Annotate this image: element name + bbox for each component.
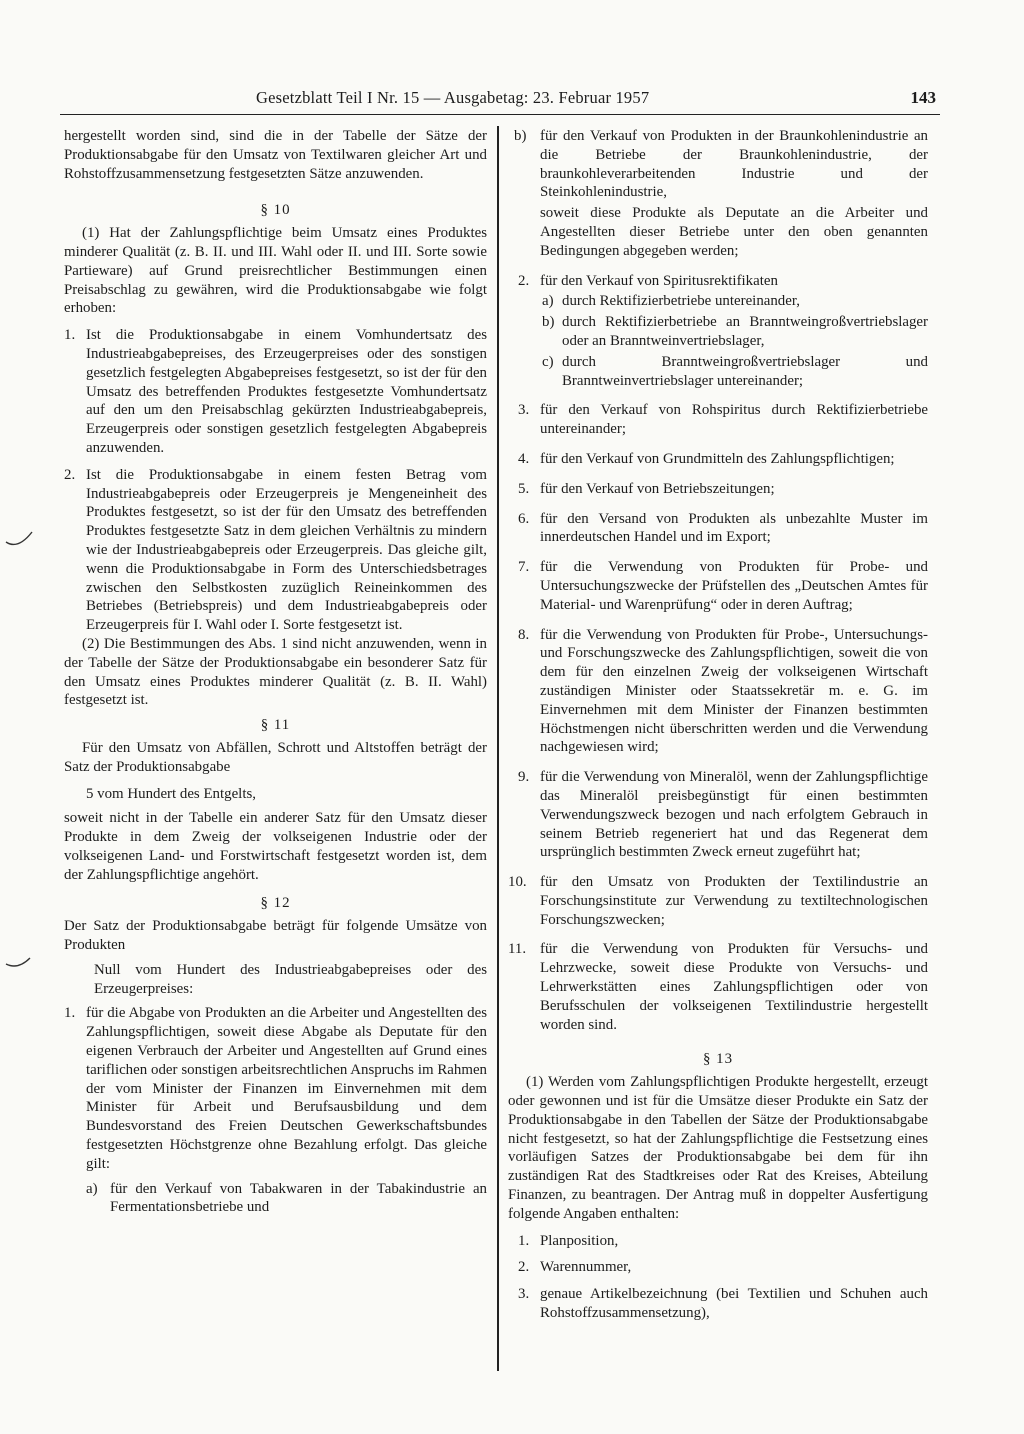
item-text: für den Verkauf von Tabakwaren in der Tabakindustrie an Fermentationsbetriebe und xyxy=(110,1180,487,1216)
item-number: 8. xyxy=(518,626,530,643)
item-letter: c) xyxy=(542,353,554,370)
section-10-paragraph-2: (2) Die Bestimmungen des Abs. 1 sind nicht anzuwenden, wenn in der Tabelle der Sätze der Produktionsabgabe ein besonderer Satz für den Umsatz eines Produktes minderer Qualität (z. B. II. Wahl) festgesetzt ist. xyxy=(64,635,487,709)
item-text: für den Verkauf von Rohspiritus durch Rektifizierbetriebe untereinander; xyxy=(540,402,928,438)
list-item xyxy=(508,480,928,499)
sub-list-item xyxy=(508,353,928,391)
sub-list-item xyxy=(508,313,928,351)
list-item xyxy=(508,626,928,758)
item-text: für die Verwendung von Produkten für Probe-, Untersuchungs- und Forschungszwecke des Zahlungspflichtigen, soweit die von dem für den einzelnen Zweig der volkseigenen Wirtschaft zuständigen Minister oder Staatssekretär m. e. G. im Einvernehmen mit dem Minister der Finanzen bestimmten Höchstmengen nicht überschritten werden und die Verwendung nachgewiesen wird; xyxy=(540,626,928,756)
section-13-heading: § 13 xyxy=(702,1051,734,1068)
item-number: 10. xyxy=(508,874,527,891)
list-item xyxy=(508,272,928,291)
sub-list-item xyxy=(64,1180,487,1218)
item-number: 2. xyxy=(64,466,76,483)
section-12-rate: Null vom Hundert des Industrieabgabepreises oder des Erzeugerpreises: xyxy=(94,961,487,997)
item-letter: a) xyxy=(542,293,554,310)
item-text: für den Verkauf von Betriebszeitungen; xyxy=(540,480,775,497)
item-text: für den Verkauf von Produkten in der Braunkohlenindustrie an die Betriebe der Braunkohlenindustrie, der braunkohleverarbeitenden Industrie und der Steinkohlenindustrie, xyxy=(540,128,928,201)
list-item xyxy=(508,1285,928,1323)
list-item xyxy=(64,326,487,458)
item-number: 5. xyxy=(518,480,530,497)
section-11-paragraph-2: soweit nicht in der Tabelle ein anderer Satz für den Umsatz dieser Produkte in dem Zweig der volkseigenen Industrie oder der volkseigenen Land- und Forstwirtschaft festgesetzt worden ist, dem der Zahlungspflichtige angehört. xyxy=(64,810,487,883)
list-item xyxy=(508,1232,928,1251)
list-item xyxy=(508,510,928,548)
item-letter: a) xyxy=(86,1180,98,1197)
item-text: Ist die Produktionsabgabe in einem Vomhundertsatz des Industrieabgabepreises, des Erzeugerpreises oder des sonstigen gesetzlich festgelegten Abgabepreises festgesetzt, so ist der für den Umsatz des betreffenden Produktes festgesetzte Vomhundertsatz auf den um den Preisabschlag gekürzten Industrieabgabepreis, Erzeugerpreis oder sonstigen gesetzlich festgelegten Abgabepreis anzuwenden. xyxy=(86,327,487,456)
item-number: 2. xyxy=(518,1259,530,1276)
item-number: 4. xyxy=(518,450,530,467)
item-number: 1. xyxy=(64,1005,76,1022)
page-number: 143 xyxy=(910,88,936,107)
section-10-heading: § 10 xyxy=(260,202,291,219)
item-text: durch Branntweingroßvertriebslager und Branntweinvertriebslager untereinander; xyxy=(562,353,928,389)
item-text: durch Rektifizierbetriebe an Branntweingroßvertriebslager oder an Branntweinvertriebslager, xyxy=(562,314,928,349)
item-text: für den Umsatz von Produkten der Textilindustrie an Forschungsinstitute zur Verwendung zu textiltechnologischen Forschungszwecken; xyxy=(540,874,928,928)
item-number: 1. xyxy=(518,1232,530,1249)
header-title: Gesetzblatt Teil I Nr. 15 — Ausgabetag: 23. Februar 1957 xyxy=(256,88,650,107)
item-text: durch Rektifizierbetriebe untereinander, xyxy=(562,293,800,310)
list-item xyxy=(508,873,928,929)
intro-paragraph: hergestellt worden sind, sind die in der Tabelle der Sätze der Produktionsabgabe für den Umsatz von Textilwaren gleicher Art und Rohstoffzusammensetzung festgesetzten Sätze anzuwenden. xyxy=(64,128,487,182)
column-divider xyxy=(497,126,499,1371)
left-column xyxy=(64,127,487,1217)
item-text: für die Verwendung von Produkten für Probe- und Untersuchungszwecke der Prüfstellen des „Deutschen Amtes für Material- und Warenprüfung“ oder in deren Auftrag; xyxy=(540,559,928,613)
item-text: für die Verwendung von Mineralöl, wenn der Zahlungspflichtige das Mineralöl preisbegünstigt für einen bestimmten Verwendungszweck bezogen und nach erfolgtem Gebrauch in seinem Betrieb regeneriert hat und das Regenerat dem ursprünglich bestimmten Zweck erneut zugeführt hat; xyxy=(540,769,928,861)
section-11-paragraph-1: Für den Umsatz von Abfällen, Schrott und Altstoffen beträgt der Satz der Produktionsabgabe xyxy=(64,739,487,775)
section-10-paragraph-1: (1) Hat der Zahlungspflichtige beim Umsatz eines Produktes minderer Qualität (z. B. II. und III. Wahl oder II. und III. Sorte sowie Partieware) auf Grund preisrechtlicher Bestimmungen einen Preisabschlag zu gewähren, wird die Produktionsabgabe wie folgt erhoben: xyxy=(64,225,487,317)
list-item xyxy=(508,450,928,469)
section-12-paragraph-1: Der Satz der Produktionsabgabe beträgt für folgende Umsätze von Produkten xyxy=(64,918,487,954)
section-11-rate: 5 vom Hundert des Entgelts, xyxy=(86,785,256,802)
item-number: 3. xyxy=(518,402,530,419)
item-number: 1. xyxy=(64,327,76,344)
item-number: 7. xyxy=(518,559,530,576)
item-text: Ist die Produktionsabgabe in einem festen Betrag vom Industrieabgabepreis oder Erzeugerpreis je Mengeneinheit des Produktes festgesetzt, so ist der für den Umsatz des betreffenden Produktes festgesetzte Satz in dem gleichen Verhältnis zu mindern wie der Industrieabgabepreis oder Erzeugerpreis. Das gleiche gilt, wenn die Produktionsabgabe in Form des Unterschiedsbetrages zwischen den Selbstkosten zuzüglich Reineinkommen des Betriebes (Betriebspreis) und dem Industrieabgabepreis oder Erzeugerpreis für I. Wahl oder I. Sorte festgesetzt ist. xyxy=(86,466,487,634)
item-text: Warennummer, xyxy=(540,1259,632,1276)
item-text: genaue Artikelbezeichnung (bei Textilien und Schuhen auch Rohstoffzusammensetzung), xyxy=(540,1286,928,1322)
list-item xyxy=(508,558,928,614)
sub-list-item xyxy=(508,292,928,311)
list-item xyxy=(64,466,487,635)
item-text: für den Verkauf von Grundmitteln des Zahlungspflichtigen; xyxy=(540,450,895,467)
item-text: Planposition, xyxy=(540,1232,619,1249)
item-number: 3. xyxy=(518,1286,530,1303)
margin-tick-mark xyxy=(4,528,36,552)
list-item xyxy=(508,940,928,1034)
item-letter: b) xyxy=(542,314,555,331)
item-text: für den Verkauf von Spiritusrektifikaten xyxy=(540,272,778,289)
list-item xyxy=(508,401,928,439)
page-header xyxy=(60,88,940,115)
item-number: 11. xyxy=(508,941,527,958)
margin-tick-mark xyxy=(4,952,36,972)
item-number: 9. xyxy=(518,769,530,786)
sub-list-item xyxy=(508,127,928,202)
section-11-heading: § 11 xyxy=(260,717,291,734)
list-item xyxy=(508,768,928,862)
item-number: 2. xyxy=(518,272,530,289)
list-item xyxy=(508,1258,928,1277)
section-13-paragraph-1: (1) Werden vom Zahlungspflichtigen Produkte hergestellt, erzeugt oder gewonnen und ist für die Umsätze dieser Produkte ein Satz der Produktionsabgabe in den Tabellen der Sätze der Produktionsabgabe nicht festgesetzt, so hat der Zahlungspflichtige die Festsetzung eines vorläufigen Satzes der Produktionsabgabe bei dem für ihn zuständigen Rat des Stadtkreises oder Rat des Kreises, Abteilung Finanzen, zu beantragen. Der Antrag muß in doppelter Ausfertigung folgende Angaben enthalten: xyxy=(508,1074,928,1222)
item-text: für die Verwendung von Produkten für Versuchs- und Lehrzwecke, soweit diese Produkte von Versuchs- und Lehrwerkstätten eines Zahlungspflichtigen oder von Berufsschulen der volkseigenen Textilindustrie hergestellt worden sind. xyxy=(540,941,928,1033)
item-text: für die Abgabe von Produkten an die Arbeiter und Angestellten des Zahlungspflichtigen, soweit diese Abgabe als Deputate für den eigenen Verbrauch der Arbeiter und Angestellten auf Grund eines tariflichen oder sonstigen arbeitsrechtlichen Anspruchs im Rahmen der vom Minister der Finanzen im Einvernehmen mit dem Minister für Arbeit und Berufsausbildung und dem Bundesvorstand des Freien Deutschen Gewerkschaftsbundes festgesetzten Höchstgrenze ohne Bezahlung erfolgt. Das gleiche gilt: xyxy=(86,1005,487,1172)
item-number: 6. xyxy=(518,510,530,527)
item-text: für den Versand von Produkten als unbezahlte Muster im innerdeutschen Handel und im Export; xyxy=(540,510,928,546)
item-letter: b) xyxy=(514,128,527,144)
right-column xyxy=(508,127,928,1323)
list-item xyxy=(64,1004,487,1173)
section-12-heading: § 12 xyxy=(260,895,291,912)
item-1-tail: soweit diese Produkte als Deputate an die Arbeiter und Angestellten dieser Betriebe unter den oben genannten Bedingungen abgegeben werden; xyxy=(540,205,928,259)
